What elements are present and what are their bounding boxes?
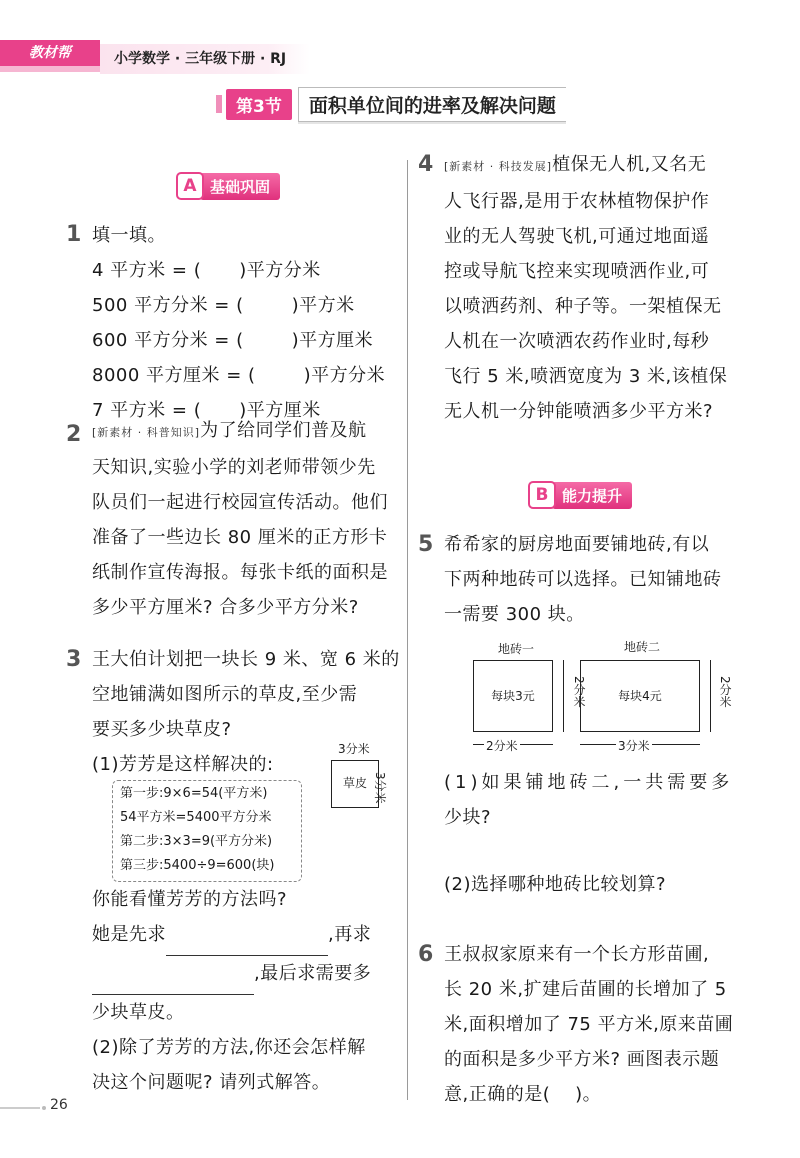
q3-sub1: (1)芳芳是这样解决的: [92, 754, 274, 775]
section-title: 面积单位间的进率及解决问题 [298, 87, 566, 122]
q3-fill1: 她是先求 ,再求 [92, 917, 371, 956]
q3-line: 要买多少块草皮? [92, 719, 232, 740]
q5-line: 下两种地砖可以选择。已知铺地砖 [444, 569, 722, 590]
section-label: 第3节 [226, 89, 292, 120]
footer-line [0, 1107, 40, 1109]
q1-item: 4 平方米 = ( )平方分米 [92, 260, 321, 281]
q4-text [444, 147, 727, 429]
level-a-letter: A [176, 172, 204, 200]
q4-line: 植保无人机,又名无 [552, 154, 707, 175]
q2-tag: [新素材 · 科普知识] [92, 426, 201, 439]
q6-number: 6 [418, 942, 434, 967]
brand-label: 教材帮 [0, 40, 100, 66]
q1-item: 500 平方分米 = ( )平方米 [92, 295, 355, 316]
q5-line: 希希家的厨房地面要铺地砖,有以 [444, 534, 710, 555]
tile1-price: 每块3元 [491, 689, 535, 703]
footer-dot [42, 1106, 46, 1110]
q4-line: 人飞行器,是用于农林植物保护作 [444, 191, 710, 212]
tile1-rect [473, 660, 553, 732]
q3-continuation [92, 882, 371, 1100]
level-b-letter: B [528, 481, 556, 509]
q3-figure-top-label: 3分米 [338, 742, 370, 756]
tile1-height-line [563, 660, 564, 732]
q3-number: 3 [66, 647, 82, 672]
book-title: 小学数学 · 三年级下册 · RJ [100, 44, 310, 74]
q4-line: 无人机一分钟能喷洒多少平方米? [444, 401, 714, 422]
q3-step: 第三步:5400÷9=600(块) [120, 858, 275, 873]
q2-line: 为了给同学们普及航 [200, 420, 367, 441]
q2-text [92, 413, 388, 625]
q6-text [444, 937, 733, 1112]
q1-item: 7 平方米 = ( )平方厘米 [92, 400, 321, 421]
q2-line: 准备了一些边长 80 厘米的正方形卡 [92, 527, 388, 548]
tile1-height-label: 2分米 [572, 676, 586, 708]
blank-2[interactable] [92, 959, 254, 995]
q3-step: 第二步:3×3=9(平方分米) [120, 834, 273, 849]
q3-line: 空地铺满如图所示的草皮,至少需 [92, 684, 358, 705]
tile1-width-label: 2分米 [486, 739, 518, 753]
q3-line: 王大伯计划把一块长 9 米、宽 6 米的 [92, 649, 400, 670]
q3-step: 第一步:9×6=54(平方米) [120, 786, 268, 801]
q5-sub2: (2)选择哪种地砖比较划算? [444, 874, 667, 895]
q5-number: 5 [418, 532, 434, 557]
q2-number: 2 [66, 422, 82, 447]
q1-item: 8000 平方厘米 = ( )平方分米 [92, 365, 386, 386]
q5-sub1-line: 少块? [444, 807, 492, 828]
q5-line: 一需要 300 块。 [444, 604, 585, 625]
q4-line: 以喷洒药剂、种子等。一架植保无 [444, 296, 722, 317]
q4-tag: [新素材 · 科技发展] [444, 160, 553, 173]
level-b-badge [528, 481, 632, 509]
q5-sub1 [444, 765, 733, 835]
q4-number: 4 [418, 152, 434, 177]
page-number: 26 [50, 1097, 68, 1113]
q3-figure-side-label: 3分米 [373, 772, 387, 804]
tile2-price: 每块4元 [618, 689, 662, 703]
q4-line: 飞行 5 米,喷洒宽度为 3 米,该植保 [444, 366, 728, 387]
brand-underline [0, 66, 100, 72]
q3-sub2-line: (2)除了芳芳的方法,你还会怎样解 [92, 1037, 366, 1058]
q4-line: 人机在一次喷洒农药作业时,每秒 [444, 331, 710, 352]
level-b-title: 能力提升 [552, 482, 632, 509]
q3-sub2-line: 决这个问题呢? 请列式解答。 [92, 1072, 331, 1093]
q3-figure-inner: 草皮 [342, 776, 367, 790]
q6-line: 意,正确的是( )。 [444, 1084, 602, 1105]
q1-items [92, 253, 385, 428]
q6-line: 的面积是多少平方米? 画图表示题 [444, 1049, 720, 1070]
q5-text [444, 527, 722, 632]
section-tick [216, 95, 222, 113]
tile2-title: 地砖二 [624, 640, 661, 654]
q6-line: 王叔叔家原来有一个长方形苗圃, [444, 944, 710, 965]
q1-intro: 填一填。 [92, 225, 166, 246]
tile2-width-label: 3分米 [618, 739, 650, 753]
q3-fill2: ,最后求需要多 [92, 956, 371, 995]
q2-line: 队员们一起进行校园宣传活动。他们 [92, 492, 388, 513]
tile1-title: 地砖一 [498, 642, 535, 656]
level-a-title: 基础巩固 [200, 173, 280, 200]
tile2-height-label: 2分米 [718, 676, 732, 708]
q2-line: 多少平方厘米? 合多少平方分米? [92, 597, 359, 618]
blank-1[interactable] [166, 920, 328, 956]
level-a-badge [176, 172, 280, 200]
q4-line: 控或导航飞控来实现喷洒作业,可 [444, 261, 710, 282]
column-divider [407, 160, 408, 1100]
q2-line: 天知识,实验小学的刘老师带领少先 [92, 457, 376, 478]
q3-fill3: 少块草皮。 [92, 1002, 185, 1023]
q2-line: 纸制作宣传海报。每张卡纸的面积是 [92, 562, 388, 583]
q6-line: 米,面积增加了 75 平方米,原来苗圃 [444, 1014, 734, 1035]
section-heading [216, 88, 566, 120]
q1-item: 600 平方分米 = ( )平方厘米 [92, 330, 374, 351]
q3-steps [120, 782, 274, 878]
q3-ask: 你能看懂芳芳的方法吗? [92, 889, 288, 910]
q3-step: 54平方米=5400平方分米 [120, 810, 272, 825]
q5-sub1-line: (1)如果铺地砖二,一共需要多 [444, 772, 734, 793]
q1-number: 1 [66, 222, 82, 247]
tile2-height-line [710, 660, 711, 732]
tile2-rect [580, 660, 700, 732]
q4-line: 业的无人驾驶飞机,可通过地面遥 [444, 226, 710, 247]
q6-line: 长 20 米,扩建后苗圃的长增加了 5 [444, 979, 727, 1000]
